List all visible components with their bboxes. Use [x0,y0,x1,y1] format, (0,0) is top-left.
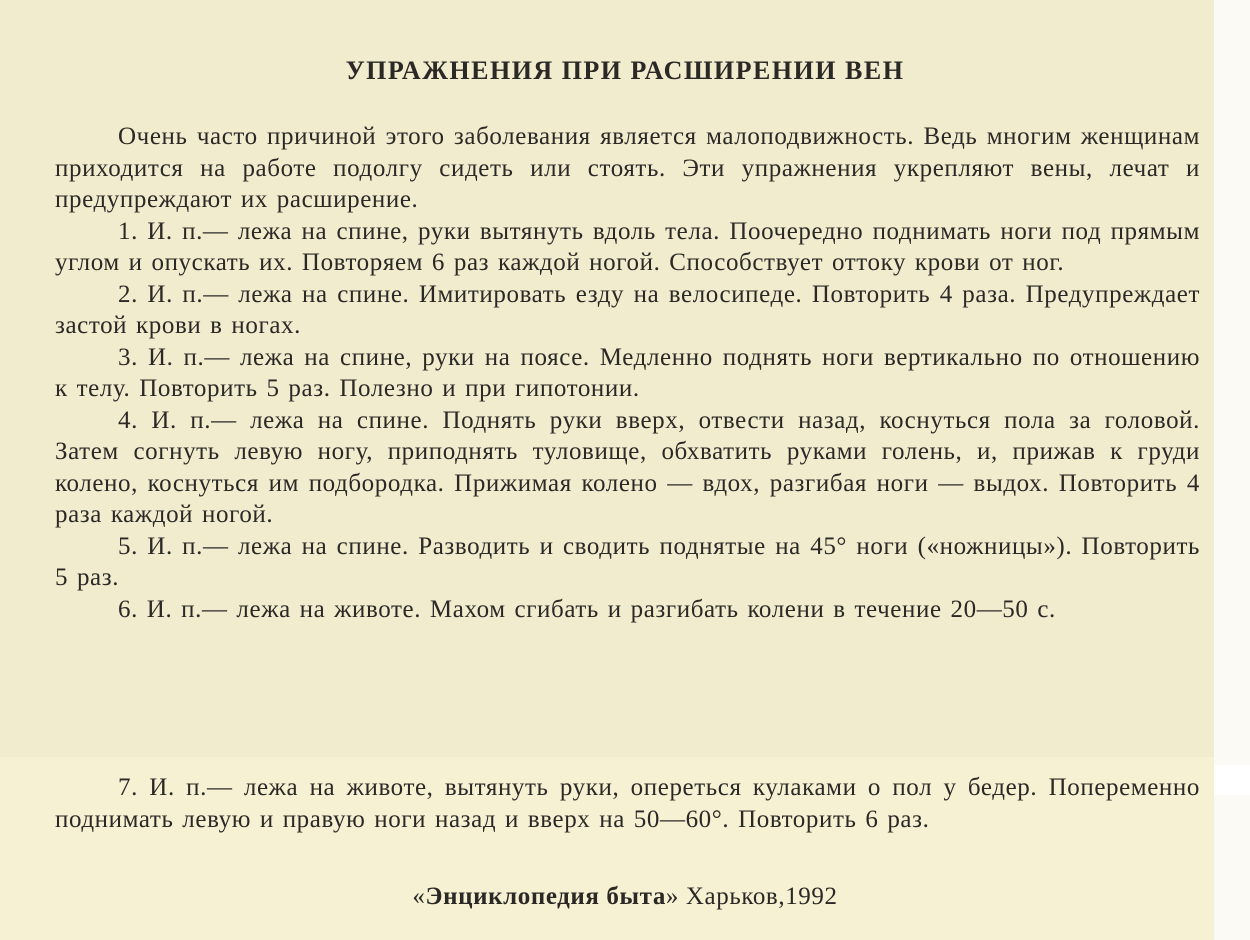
page-edge-notch [1214,765,1250,795]
exercise-3: 3. И. п.— лежа на спине, руки на поясе. Медленно поднять ноги вертикально по отношению к телу. Повторить 5 раз. Полезно и при гипотонии. [55,343,1200,402]
exercise-1: 1. И. п.— лежа на спине, руки вытянуть вдоль тела. Поочередно поднимать ноги под прямым углом и опускать их. Повторяем 6 раз каждой ногой. Способствует оттоку крови от ног. [55,217,1200,276]
exercise-6: 6. И. п.— лежа на животе. Махом сгибать и разгибать колени в течение 20—50 с. [118,595,1056,623]
exercise-4: 4. И. п.— лежа на спине. Поднять руки вверх, отвести назад, коснуться пола за головой. Затем согнуть левую ногу, приподнять туловище, обхватить руками голень, и, прижав к груди колено, коснуться им подбородка. Прижимая колено — вдох, разгибая ноги — выдох. Повторить 4 раза каждой ногой. [55,406,1200,528]
article-body-continued [55,772,1200,835]
article-body [55,121,1200,625]
exercise-5: 5. И. п.— лежа на спине. Разводить и сводить поднятые на 45° ноги («ножницы»). Повторить 5 раз. [55,532,1200,591]
close-quote: » [665,883,680,910]
page-title: УПРАЖНЕНИЯ ПРИ РАСШИРЕНИИ ВЕН [345,56,905,85]
source-year: 1992 [785,883,838,910]
exercise-2: 2. И. п.— лежа на спине. Имитировать езду на велосипеде. Повторить 4 раза. Предупреждает застой крови в ногах. [55,280,1200,339]
source-book: Энциклопедия быта [425,883,666,910]
exercise-7: 7. И. п.— лежа на животе, вытянуть руки, опереться кулаками о пол у бедер. Попеременно поднимать левую и правую ноги назад и вверх на 50—60°. Повторить 6 раз. [55,774,1200,833]
page-edge [1214,0,1250,940]
open-quote: « [412,883,426,910]
intro-paragraph: Очень часто причиной этого заболевания является малоподвижность. Ведь многим женщинам приходится на работе подолгу сидеть или стоять. Эти упражнения укрепляют вены, лечат и предупреждают их расширение. [55,123,1200,213]
source-credit [0,883,1250,911]
source-city: Харьков, [685,883,786,910]
